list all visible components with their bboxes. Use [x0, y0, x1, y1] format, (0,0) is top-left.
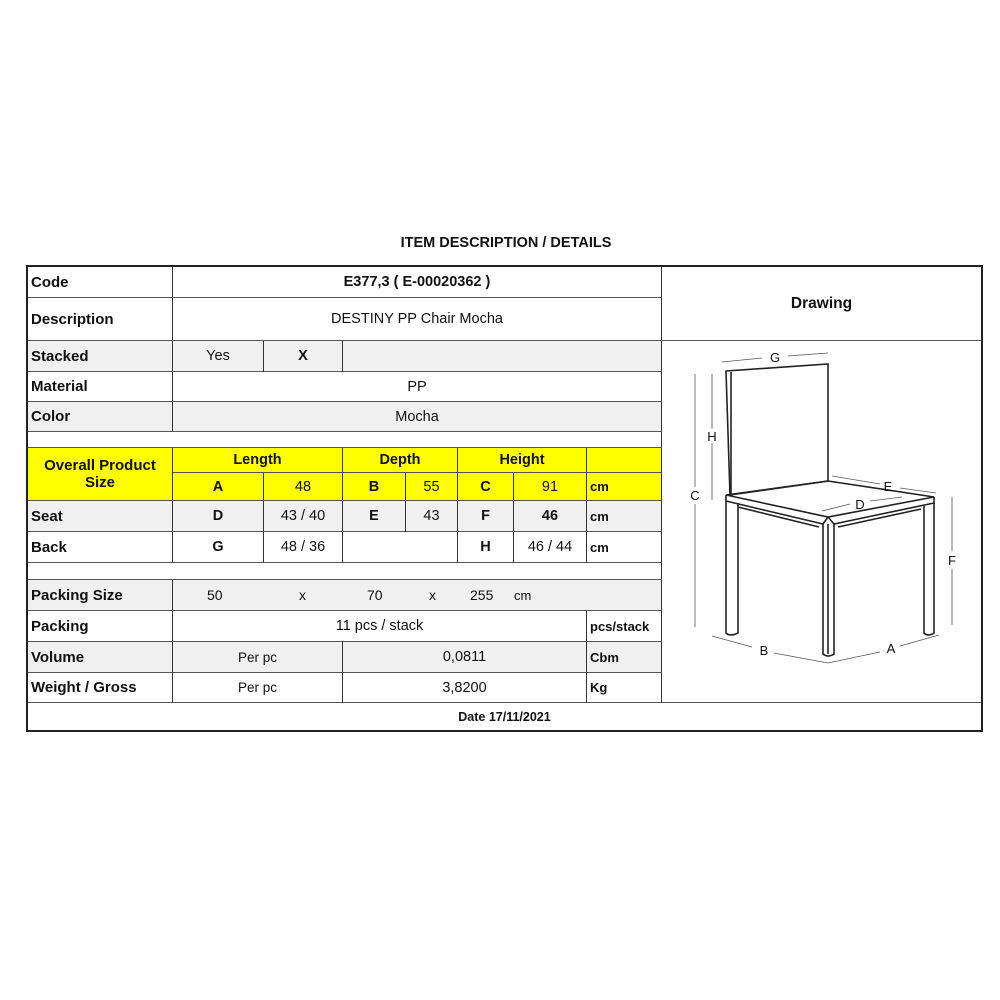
dim-line-b-left [712, 636, 752, 647]
unit-header [587, 448, 662, 473]
stacked-option: Yes [173, 341, 264, 372]
seat-height-key: F [458, 501, 514, 532]
back-length-value: 48 / 36 [264, 532, 343, 563]
volume-label: Volume [28, 642, 173, 673]
dim-line-d-right [870, 497, 902, 501]
seat-label: Seat [28, 501, 173, 532]
volume-unit: Cbm [587, 642, 662, 673]
dim-label-b: B [759, 643, 769, 658]
date-stamp: Date 17/11/2021 [28, 703, 981, 730]
seat-length-value: 43 / 40 [264, 501, 343, 532]
dim-label-e: E [883, 479, 893, 494]
seat-depth-key: E [343, 501, 406, 532]
dim-line-a-right [900, 635, 939, 646]
rail-right [838, 509, 921, 527]
back-unit: cm [587, 532, 662, 563]
overall-size-label-line2: Size [84, 474, 115, 491]
spacer-row-2 [28, 563, 662, 580]
weight-basis: Per pc [173, 673, 343, 703]
overall-size-label-line1: Overall Product [44, 457, 156, 474]
overall-height-key: C [458, 473, 514, 501]
back-depth-empty [343, 532, 458, 563]
document-title: ITEM DESCRIPTION / DETAILS [400, 235, 612, 251]
stacked-empty [343, 341, 662, 372]
dim-label-f: F [948, 553, 956, 568]
leg-back-right [924, 503, 934, 635]
packing-sep-1: x [299, 587, 306, 603]
packing-dim-1: 50 [207, 587, 223, 603]
dim-line-d-left [822, 504, 850, 511]
seat-front-right-edge [828, 497, 934, 524]
weight-label: Weight / Gross [28, 673, 173, 703]
packing-size-value [173, 580, 662, 611]
dim-line-a-left [828, 652, 880, 663]
dim-line-g-right [788, 353, 828, 356]
packing-size-label: Packing Size [28, 580, 173, 611]
code-value: E377,3 ( E-00020362 ) [173, 267, 662, 298]
dim-label-h: H [707, 429, 717, 444]
back-length-key: G [173, 532, 264, 563]
backrest-outline [726, 364, 828, 495]
height-header: Height [458, 448, 587, 473]
weight-unit: Kg [587, 673, 662, 703]
seat-front-left-edge [726, 495, 828, 524]
description-value: DESTINY PP Chair Mocha [173, 298, 662, 341]
packing-dim-3: 255 [470, 587, 494, 603]
code-label: Code [28, 267, 173, 298]
length-header: Length [173, 448, 343, 473]
color-label: Color [28, 402, 173, 432]
overall-height-value: 91 [514, 473, 587, 501]
packing-dim-2: 70 [367, 587, 383, 603]
description-label: Description [28, 298, 173, 341]
dim-line-b-right [774, 653, 828, 663]
dim-label-c: C [690, 488, 700, 503]
overall-unit: cm [587, 473, 662, 501]
details-table [26, 265, 983, 732]
packing-sep-2: x [429, 587, 436, 603]
packing-unit: pcs/stack [587, 611, 662, 642]
packing-value: 11 pcs / stack [173, 611, 587, 642]
stacked-mark: X [264, 341, 343, 372]
material-value: PP [173, 372, 662, 402]
drawing-header: Drawing [662, 267, 981, 341]
back-height-key: H [458, 532, 514, 563]
chair-drawing [662, 341, 981, 703]
weight-value: 3,8200 [343, 673, 587, 703]
overall-length-value: 48 [264, 473, 343, 501]
back-label: Back [28, 532, 173, 563]
dim-label-g: G [769, 350, 781, 365]
overall-depth-key: B [343, 473, 406, 501]
overall-length-key: A [173, 473, 264, 501]
depth-header: Depth [343, 448, 458, 473]
spacer-row [28, 432, 662, 448]
seat-length-key: D [173, 501, 264, 532]
seat-depth-value: 43 [406, 501, 458, 532]
material-label: Material [28, 372, 173, 402]
stacked-label: Stacked [28, 341, 173, 372]
back-height-value: 46 / 44 [514, 532, 587, 563]
dim-line-g-left [722, 358, 762, 362]
volume-value: 0,0811 [343, 642, 587, 673]
overall-depth-value: 55 [406, 473, 458, 501]
volume-basis: Per pc [173, 642, 343, 673]
overall-size-label [28, 448, 173, 501]
leg-back-left [726, 501, 738, 635]
packing-label: Packing [28, 611, 173, 642]
seat-unit: cm [587, 501, 662, 532]
color-value: Mocha [173, 402, 662, 432]
rail-left [738, 507, 819, 527]
seat-height-value: 46 [514, 501, 587, 532]
dim-label-a: A [886, 641, 896, 656]
packing-size-unit: cm [514, 587, 532, 603]
drawing-area [662, 341, 981, 703]
dim-label-d: D [855, 497, 865, 512]
